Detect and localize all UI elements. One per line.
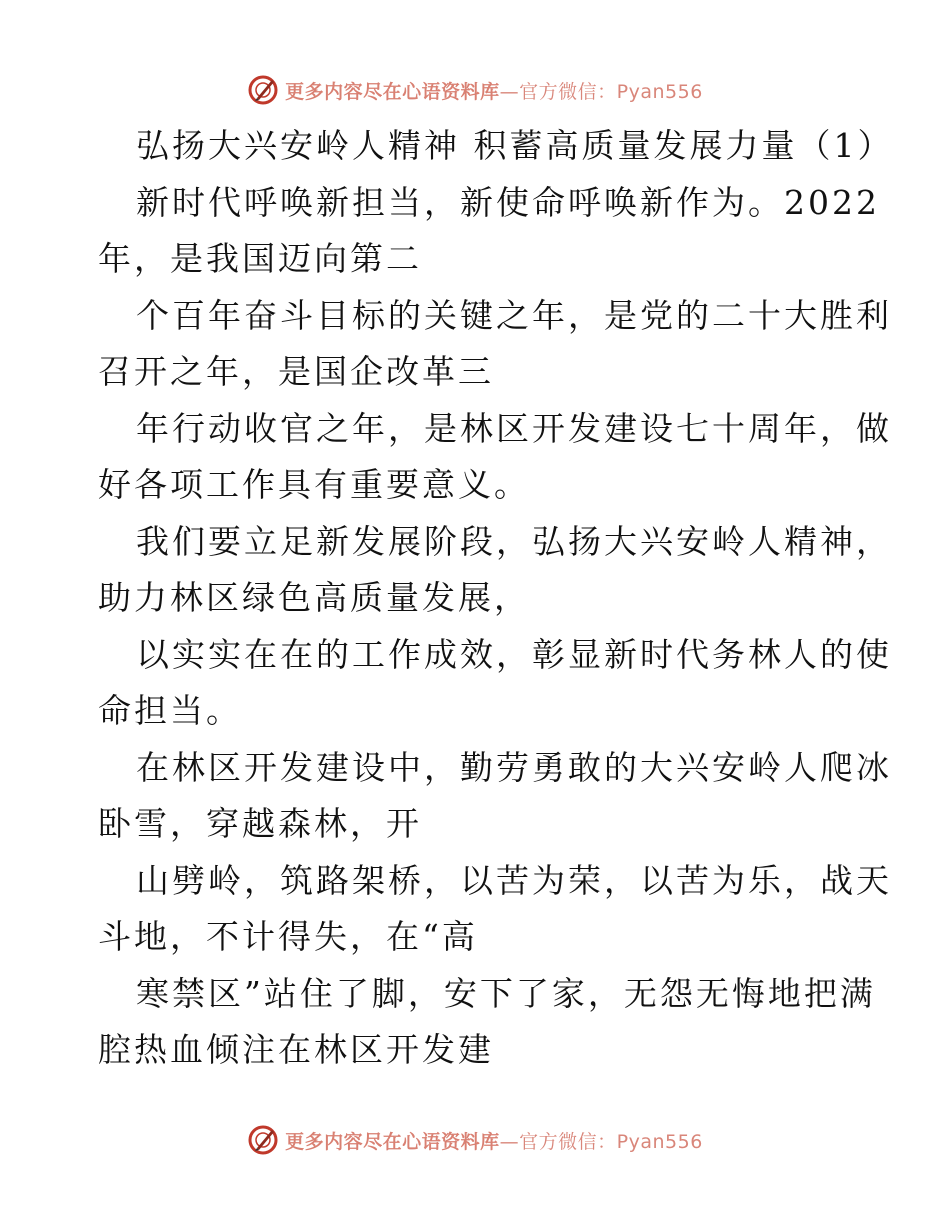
header-separator: — (499, 80, 520, 103)
paragraph-line: 以实实在在的工作成效，彰显新时代务林人的使 (136, 634, 892, 674)
paragraph-line: 助力林区绿色高质量发展， (98, 578, 530, 617)
paragraph-line: 好各项工作具有重要意义。 (98, 465, 530, 504)
header-brand-text: 更多内容尽在心语资料库 (285, 80, 500, 103)
paragraph-line: 新时代呼唤新担当，新使命呼唤新作为。2022 (136, 182, 880, 222)
paragraph-line: 个百年奋斗目标的关键之年，是党的二十大胜利 (136, 295, 892, 335)
header-banner (0, 70, 950, 110)
header-contact-text: 官方微信：Pyan556 (519, 80, 703, 103)
footer-contact-text: 官方微信：Pyan556 (519, 1130, 703, 1153)
pen-logo-icon (247, 1124, 279, 1156)
paragraph-line: 年，是我国迈向第二 (98, 239, 422, 278)
paragraph-line: 腔热血倾注在林区开发建 (98, 1030, 494, 1069)
paragraph-line: 卧雪，穿越森林，开 (98, 804, 422, 843)
paragraph-line: 寒禁区”站住了脚，安下了家，无怨无悔地把满 (136, 973, 876, 1013)
paragraph-line: 斗地，不计得失，在“高 (98, 917, 478, 956)
paragraph-line: 我们要立足新发展阶段，弘扬大兴安岭人精神， (136, 521, 892, 561)
pen-logo-icon (247, 74, 279, 106)
paragraph-line: 山劈岭，筑路架桥，以苦为荣，以苦为乐，战天 (136, 860, 892, 900)
paragraph-line: 召开之年，是国企改革三 (98, 352, 494, 391)
document-body (98, 118, 894, 1079)
document-title: 弘扬大兴安岭人精神 积蓄高质量发展力量（1） (136, 126, 894, 165)
header-banner-text (285, 77, 703, 104)
paragraph-line: 在林区开发建设中，勤劳勇敢的大兴安岭人爬冰 (136, 747, 892, 787)
paragraph-line: 年行动收官之年，是林区开发建设七十周年，做 (136, 408, 892, 448)
paragraph-line: 命担当。 (98, 691, 242, 730)
footer-separator: — (499, 1130, 520, 1153)
footer-banner-text (285, 1127, 703, 1154)
footer-brand-text: 更多内容尽在心语资料库 (285, 1130, 500, 1153)
footer-banner (0, 1120, 950, 1160)
